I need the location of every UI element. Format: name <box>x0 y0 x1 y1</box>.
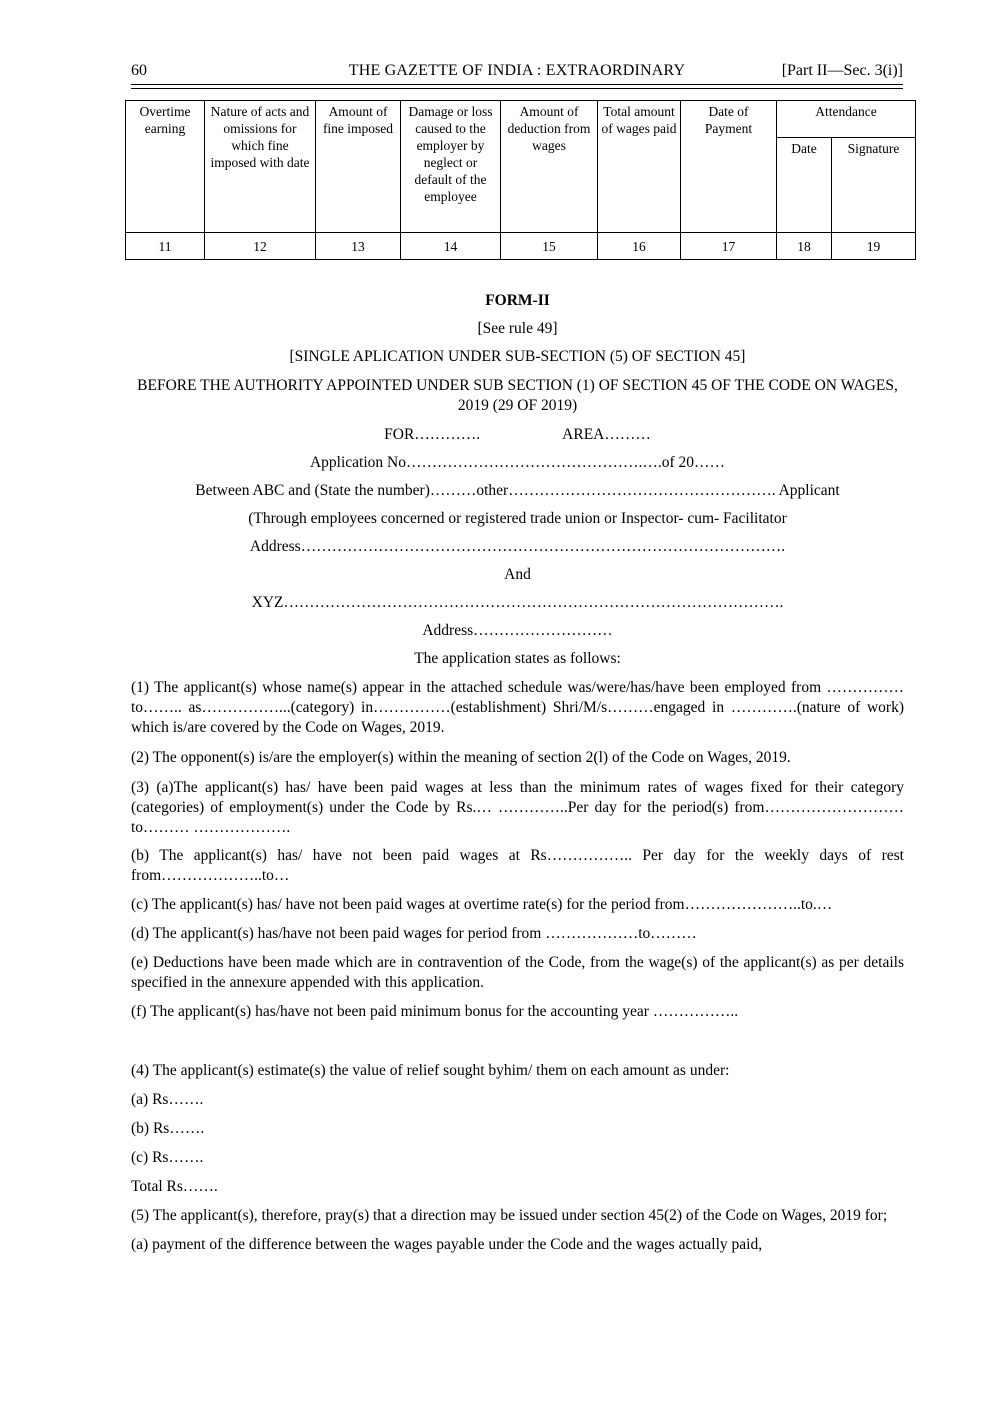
paragraph-5a: (a) payment of the difference between the wages payable under the Code and the wages actually paid, <box>131 1236 763 1253</box>
paragraph-2: (2) The opponent(s) is/are the employer(s) within the meaning of section 2(l) of the Code on Wages, 2019. <box>131 749 791 766</box>
page-number: 60 <box>131 62 147 79</box>
area-field: AREA……… <box>562 426 651 443</box>
column-number: 11 <box>126 233 205 260</box>
col-attendance-signature: Signature <box>832 138 916 233</box>
column-number: 19 <box>832 233 916 260</box>
column-number: 14 <box>401 233 501 260</box>
form-ii <box>131 290 904 1255</box>
column-number: 12 <box>205 233 316 260</box>
column-number: 13 <box>316 233 401 260</box>
form-title: FORM-II <box>485 292 550 309</box>
form-authority: BEFORE THE AUTHORITY APPOINTED UNDER SUB SECTION (1) OF SECTION 45 OF THE CODE ON WAGES, 2019 (29 OF 2019) <box>137 377 898 414</box>
application-number: Application No……………………………………….….of 20…… <box>309 454 726 471</box>
paragraph-3a: (3) (a)The applicant(s) has/ have been paid wages at less than the minimum rates of wages fixed for their category (categories) of employment(s) under the Code by Rs.… …………..Per day for the period(s) from………………………to……… ………………. <box>131 779 904 836</box>
col-amount-of-fine: Amount of fine imposed <box>316 101 401 233</box>
paragraph-3c: (c) The applicant(s) has/ have not been paid wages at overtime rate(s) for the period from…………………..to.… <box>131 896 833 913</box>
states-line: The application states as follows: <box>414 650 621 667</box>
paragraph-5: (5) The applicant(s), therefore, pray(s) that a direction may be issued under section 45(2) of the Code on Wages, 2019 for; <box>131 1207 888 1224</box>
header-rule-thin <box>131 88 903 89</box>
paragraph-3f: (f) The applicant(s) has/have not been paid minimum bonus for the accounting year …………….. <box>131 1003 739 1020</box>
for-area-line <box>131 426 904 444</box>
between-line: Between ABC and (State the number)………other……………………………………………. Applicant <box>195 482 840 499</box>
paragraph-3d: (d) The applicant(s) has/have not been paid wages for period from ………………to……… <box>131 925 697 942</box>
col-overtime-earning: Overtime earning <box>126 101 205 233</box>
relief-c: (c) Rs……. <box>131 1149 204 1166</box>
page-header <box>131 62 903 84</box>
header-rule <box>131 84 903 85</box>
paragraph-3b: (b) The applicant(s) has/ have not been paid wages at Rs…………….. Per day for the weekly days of rest from………………..to… <box>131 847 904 884</box>
table-row <box>126 233 916 260</box>
paragraph-3e: (e) Deductions have been made which are in contravention of the Code, from the wage(s) of the applicant(s) as per details specified in the annexure appended with this application. <box>131 954 904 991</box>
relief-total: Total Rs……. <box>131 1178 218 1195</box>
part-section: [Part II—Sec. 3(i)] <box>781 62 903 79</box>
column-number: 15 <box>501 233 598 260</box>
respondent-address: Address……………………… <box>422 622 613 639</box>
col-damage-or-loss: Damage or loss caused to the employer by neglect or default of the employee <box>401 101 501 233</box>
col-attendance: Attendance <box>777 101 916 138</box>
form-rule: [See rule 49] <box>477 320 558 337</box>
col-total-wages-paid: Total amount of wages paid <box>598 101 681 233</box>
register-table <box>125 100 916 260</box>
gazette-title: THE GAZETTE OF INDIA : EXTRAORDINARY <box>348 62 686 79</box>
column-number: 18 <box>777 233 832 260</box>
column-number: 17 <box>681 233 777 260</box>
col-attendance-date: Date <box>777 138 832 233</box>
and-line: And <box>504 566 531 583</box>
applicant-address: Address…………………………………………………………………………………. <box>249 538 786 555</box>
paragraph-1: (1) The applicant(s) whose name(s) appear in the attached schedule was/were/has/have been employed from ……………to…….. as……………...(category) in……………(establishment) Shri/M/s………engaged in ………….(nature of work) which is/are covered by the Code on Wages, 2019. <box>131 679 904 736</box>
form-subtitle: [SINGLE APLICATION UNDER SUB-SECTION (5) OF SECTION 45] <box>289 348 746 365</box>
for-field: FOR…………. <box>384 426 481 443</box>
respondent-line: XYZ……………………………………………………………………………………. <box>251 594 784 611</box>
column-number: 16 <box>598 233 681 260</box>
col-nature-of-acts: Nature of acts and omissions for which fine imposed with date <box>205 101 316 233</box>
through-line: (Through employees concerned or registered trade union or Inspector- cum- Facilitator <box>248 510 787 527</box>
col-date-of-payment: Date of Payment <box>681 101 777 233</box>
relief-b: (b) Rs……. <box>131 1120 205 1137</box>
relief-a: (a) Rs……. <box>131 1091 204 1108</box>
col-amount-of-deduction: Amount of deduction from wages <box>501 101 598 233</box>
paragraph-4: (4) The applicant(s) estimate(s) the value of relief sought byhim/ them on each amount as under: <box>131 1062 730 1079</box>
